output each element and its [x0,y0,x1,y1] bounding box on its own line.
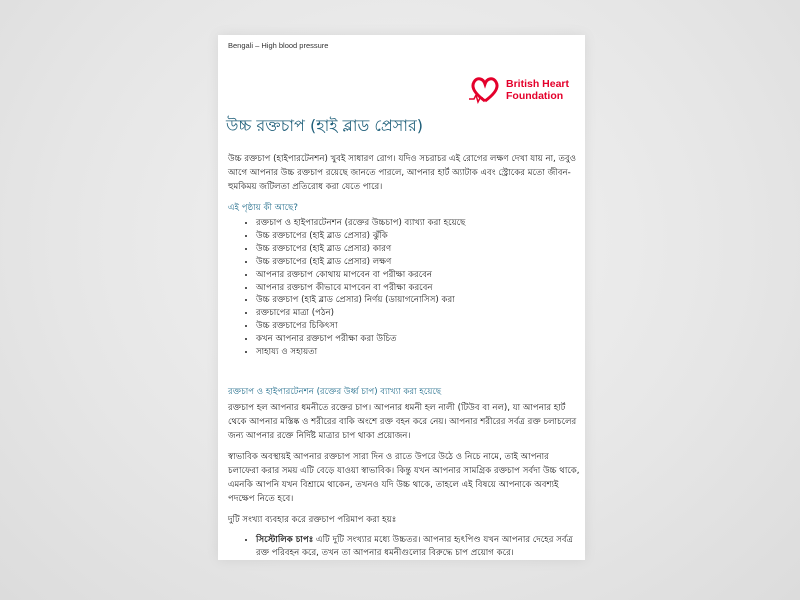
list-item: • উচ্চ রক্তচাপের (হাই ব্লাড প্রেসার) ঝুঁকি [256,230,580,243]
list-item: • উচ্চ রক্তচাপ (হাই ব্লাড প্রেসার) নির্ণয় (ডায়াগনোসিস) করা [256,294,580,307]
paragraph: স্বাভাবিক অবস্থায়ই আপনার রক্তচাপ সারা দিন ও রাতে উপরে উঠে ও নিচে নামে, তাই আপনার চলাফেরা করার সময় এটি বেড়ে যাওয়া স্বাভাবিক। কিন্তু যখন আপনার সামগ্রিক রক্তচাপ সর্বদা উচ্চ থাকে, এমনকি আপনি যখন বিশ্রামে থাকেন, তখনও যদি উচ্চ থাকে, তাহলে এই বিষয়ে আপনাকে অবশ্যই পদক্ষেপ নিতে হবে। [228,451,580,504]
logo-line-2: Foundation [506,90,564,102]
paragraph: দুটি সংখ্যা ব্যবহার করে রক্তচাপ পরিমাপ করা হয়ঃ [228,514,397,525]
list-item: • আপনার রক্তচাপ কোথায় মাপবেন বা পরীক্ষা করবেন [256,269,580,282]
paragraph: রক্তচাপ হল আপনার ধমনীতে রক্তের চাপ। আপনার ধমনী হল নালী (টিউব বা নল), যা আপনার হার্ট থেকে আপনার মস্তিষ্ক ও শরীরের বাকি অংশে রক্ত বহন করে নেয়। আপনার শরীরের সর্বত্র রক্ত চলাচলের জন্য আপনার রক্তে নির্দিষ্ট মাত্রার চাপ থাকা প্রয়োজন। [228,402,577,441]
list-item: • কখন আপনার রক্তচাপ পরীক্ষা করা উচিত [256,333,580,346]
document-header: Bengali – High blood pressure [228,41,329,50]
document-page [218,35,585,560]
intro-paragraph: উচ্চ রক্তচাপ (হাইপারটেনশন) খুবই সাধারণ রোগ। যদিও সচরাচর এই রোগের লক্ষণ দেখা যায় না, তবুও আগে আপনার উচ্চ রক্তচাপ রয়েছে জানতে পারলে, আপনার হার্ট অ্যাটাক এবং স্ট্রোকের মতো জীবন-হুমকিময় জটিলতা প্রতিরোধ করা যেতে পারে। [228,154,577,192]
contents-heading: এই পৃষ্ঠায় কী আছে? [228,203,298,213]
logo-line-1: British Heart [506,78,570,90]
list-item: • আপনার রক্তচাপ কীভাবে মাপবেন বা পরীক্ষা করবেন [256,282,580,295]
section-heading: রক্তচাপ ও হাইপারটেনশন (রক্তের উর্ধ্ব চাপ) ব্যাখ্যা করা হয়েছে [228,386,442,397]
bhf-logo [468,75,569,105]
measure-list [228,534,580,560]
heart-logo-icon [468,75,502,105]
document-body [228,152,580,560]
list-item [256,534,580,560]
list-item: • রক্তচাপের মাত্রা (পঠন) [256,307,580,320]
contents-list [228,217,580,359]
term-description: এটি দুটি সংখ্যার মধ্যে উচ্চতর। আপনার হৃৎপিণ্ড যখন আপনার দেহের সর্বত্র রক্ত পরিবহন করে, তখন তা আপনার ধমনীগুলোর বিরুদ্ধে চাপ প্রয়োগ করে। [256,534,573,558]
list-item: • উচ্চ রক্তচাপের (হাই ব্লাড প্রেসার) কারণ [256,243,580,256]
list-item: • রক্তচাপ ও হাইপারটেনশন (রক্তের উচ্চচাপ) ব্যাখ্যা করা হয়েছে [256,217,580,230]
term: সিস্টোলিক চাপঃ [256,534,314,545]
page-title: উচ্চ রক্তচাপ (হাই ব্লাড প্রেসার) [226,116,424,135]
list-item: • উচ্চ রক্তচাপের চিকিৎসা [256,320,580,333]
list-item: • উচ্চ রক্তচাপের (হাই ব্লাড প্রেসার) লক্ষণ [256,256,580,269]
list-item: • সাহায্য ও সহায়তা [256,346,580,359]
